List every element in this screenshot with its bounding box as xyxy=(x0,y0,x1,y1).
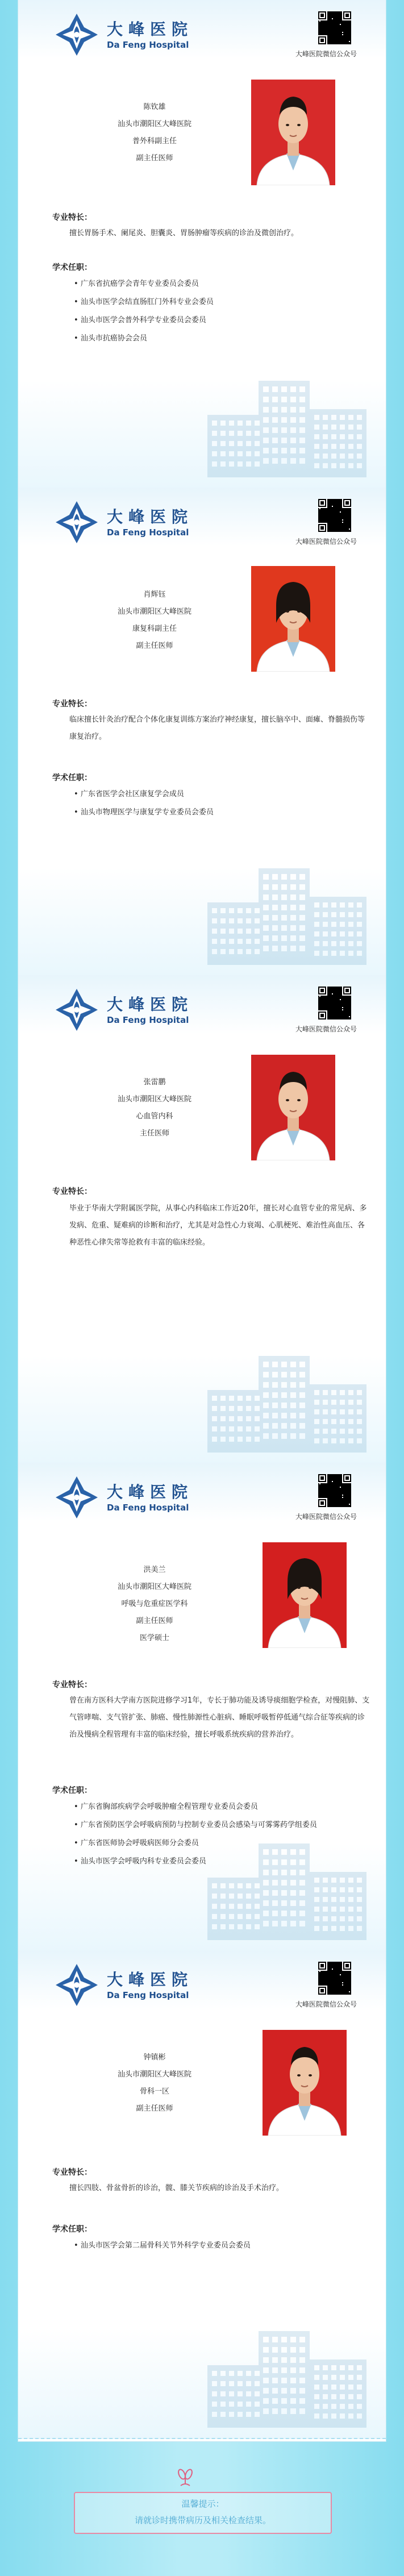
doctor-dept: 康复科副主任 xyxy=(132,625,177,633)
hospital-logo xyxy=(55,988,236,1033)
doctor-info xyxy=(81,2049,228,2117)
qr-caption: 大峰医院微信公众号 xyxy=(295,538,357,546)
doctor-name: 钟镇彬 xyxy=(143,2053,166,2062)
hospital-name-cn: 大峰医院 xyxy=(107,20,194,39)
doctor-title: 副主任医师 xyxy=(136,1617,173,1625)
hospital-logo-icon xyxy=(55,988,99,1032)
doctor-dept: 骨科一区 xyxy=(139,2087,169,2096)
tips-text: 请就诊时携带病历及相关检查结果。 xyxy=(134,2515,271,2525)
doctor-name: 洪美兰 xyxy=(143,1566,166,1574)
expertise-heading: 专业特长： xyxy=(52,213,92,222)
expertise-heading: 专业特长： xyxy=(52,1187,92,1196)
doctor-photo xyxy=(251,566,335,672)
doctor-org: 汕头市潮阳区大峰医院 xyxy=(117,1583,191,1591)
doctor-name: 肖辉钰 xyxy=(143,590,166,599)
hospital-logo-icon xyxy=(55,500,99,544)
expertise-heading: 专业特长： xyxy=(52,1680,92,1689)
doctor-org: 汕头市潮阳区大峰医院 xyxy=(117,607,191,616)
expertise-text: 擅长胃肠手术、阑尾炎、胆囊炎、胃肠肿瘤等疾病的诊治及微创治疗。 xyxy=(69,229,299,238)
expertise-heading: 专业特长： xyxy=(52,2168,92,2177)
doctor-card xyxy=(18,0,386,489)
doctor-photo xyxy=(251,1055,335,1160)
academic-item: • 汕头市物理医学与康复学专业委员会委员 xyxy=(74,804,369,822)
tips-box xyxy=(74,2492,332,2534)
expertise-heading: 专业特长： xyxy=(52,700,92,709)
academic-heading: 学术任职： xyxy=(52,773,92,783)
academic-list xyxy=(74,275,369,348)
hospital-building-watermark xyxy=(190,1345,372,1453)
doctor-info xyxy=(86,1074,223,1142)
hospital-name-en: Da Feng Hospital xyxy=(107,1015,189,1025)
academic-item: • 广东省医师协会呼吸病医师分会委员 xyxy=(74,1834,369,1853)
doctor-photo xyxy=(251,80,335,185)
doctor-title: 副主任医师 xyxy=(136,642,173,650)
doctor-title: 副主任医师 xyxy=(136,154,173,163)
doctor-title: 主任医师 xyxy=(139,1129,169,1138)
doctor-org: 汕头市潮阳区大峰医院 xyxy=(117,120,191,128)
hospital-name-cn: 大峰医院 xyxy=(107,995,194,1014)
hospital-logo xyxy=(55,1475,236,1521)
hospital-name-en: Da Feng Hospital xyxy=(107,527,189,538)
hospital-logo-icon xyxy=(55,1475,99,1520)
doctor-title: 副主任医师 xyxy=(136,2104,173,2113)
doctor-degree: 医学硕士 xyxy=(139,1634,169,1642)
qr-caption: 大峰医院微信公众号 xyxy=(295,50,357,58)
academic-item: • 广东省医学会社区康复学会成员 xyxy=(74,785,369,804)
doctor-card xyxy=(18,488,386,976)
doctor-dept: 普外科副主任 xyxy=(132,137,177,145)
academic-heading: 学术任职： xyxy=(52,263,92,272)
doctor-info xyxy=(86,586,223,655)
expertise-text: 曾在南方医科大学南方医院进修学习1年，专长于肺功能及诱导痰细胞学检查，对慢阻肺、支气管哮喘、支气管扩张、肺癌、慢性肺源性心脏病、睡眠呼吸暂停低通气综合征等疾病的诊治及慢病全程管理有丰富的临床经验，擅长呼吸系统疾病的营养治疗。 xyxy=(69,1696,370,1739)
hospital-name-cn: 大峰医院 xyxy=(107,1483,194,1501)
doctor-name: 陈钦雄 xyxy=(143,103,166,111)
doctor-org: 汕头市潮阳区大峰医院 xyxy=(117,2070,191,2079)
qr-caption: 大峰医院微信公众号 xyxy=(295,2000,357,2008)
qr-code-icon[interactable] xyxy=(318,1962,351,1995)
doctor-info xyxy=(86,99,223,167)
doctor-card xyxy=(18,975,386,1464)
academic-item: • 汕头市抗癌协会会员 xyxy=(74,330,369,348)
hospital-name-en: Da Feng Hospital xyxy=(107,40,189,50)
academic-item: • 广东省抗癌学会青年专业委员会委员 xyxy=(74,275,369,293)
hospital-name-cn: 大峰医院 xyxy=(107,507,194,526)
qr-code-icon[interactable] xyxy=(318,499,351,532)
tips-title: 温馨提示： xyxy=(181,2499,224,2509)
hospital-building-watermark xyxy=(190,2320,372,2428)
hospital-logo xyxy=(55,13,236,58)
hospital-name-cn: 大峰医院 xyxy=(107,1970,194,1989)
academic-item: • 广东省预防医学会呼吸病预防与控制专业委员会感染与可雾雾药学组委员 xyxy=(74,1816,369,1834)
hospital-building-watermark xyxy=(190,369,372,477)
academic-item: • 广东省胸部疾病学会呼吸肿瘤全程管理专业委员会委员 xyxy=(74,1798,369,1816)
doctor-name: 张雷鹏 xyxy=(143,1078,166,1087)
expertise-text: 毕业于华南大学附属医学院，从事心内科临床工作近20年，擅长对心血管专业的常见病、多发病、危重、疑难病的诊断和治疗，尤其是对急性心力衰竭、心肌梗死、难治性高血压、各种恶性心律失常等抢救有丰富的临床经验。 xyxy=(69,1204,367,1247)
academic-item: • 汕头市医学会呼吸内科专业委员会委员 xyxy=(74,1853,369,1871)
hospital-logo-icon xyxy=(55,1963,99,2007)
qr-caption: 大峰医院微信公众号 xyxy=(295,1513,357,1521)
qr-code-icon[interactable] xyxy=(318,11,351,44)
doctor-dept: 呼吸与危重症医学科 xyxy=(121,1600,188,1608)
doctor-org: 汕头市潮阳区大峰医院 xyxy=(117,1095,191,1104)
doctor-photo xyxy=(263,2030,347,2136)
doctor-dept: 心血管内科 xyxy=(136,1112,173,1121)
academic-list xyxy=(74,1798,369,1871)
hospital-name-en: Da Feng Hospital xyxy=(107,1503,189,1513)
academic-list xyxy=(74,785,369,822)
qr-caption: 大峰医院微信公众号 xyxy=(295,1025,357,1033)
flower-icon xyxy=(174,2466,197,2489)
qr-code-icon[interactable] xyxy=(318,987,351,1019)
academic-list xyxy=(74,2237,369,2255)
hospital-building-watermark xyxy=(190,857,372,965)
doctor-photo xyxy=(263,1542,347,1648)
academic-item: • 汕头市医学会第二届骨科关节外科学专业委员会委员 xyxy=(74,2237,369,2255)
hospital-logo xyxy=(55,500,236,546)
doctor-card xyxy=(18,1463,386,1951)
academic-heading: 学术任职： xyxy=(52,1786,92,1795)
academic-item: • 汕头市医学会结直肠肛门外科专业会委员 xyxy=(74,293,369,311)
hospital-logo-icon xyxy=(55,13,99,57)
doctor-card xyxy=(18,1950,386,2439)
academic-heading: 学术任职： xyxy=(52,2225,92,2234)
expertise-text: 擅长四肢、骨盆骨折的诊治，髋、膝关节疾病的诊治及手术治疗。 xyxy=(69,2184,284,2192)
doctor-info xyxy=(81,1562,228,1647)
hospital-logo xyxy=(55,1963,236,2008)
academic-item: • 汕头市医学会普外科学专业委员会委员 xyxy=(74,311,369,330)
expertise-text: 临床擅长针灸治疗配合个体化康复训练方案治疗神经康复，擅长脑卒中、面瘫、脊髓损伤等康复治疗。 xyxy=(69,715,365,741)
hospital-name-en: Da Feng Hospital xyxy=(107,1990,189,2000)
qr-code-icon[interactable] xyxy=(318,1474,351,1507)
